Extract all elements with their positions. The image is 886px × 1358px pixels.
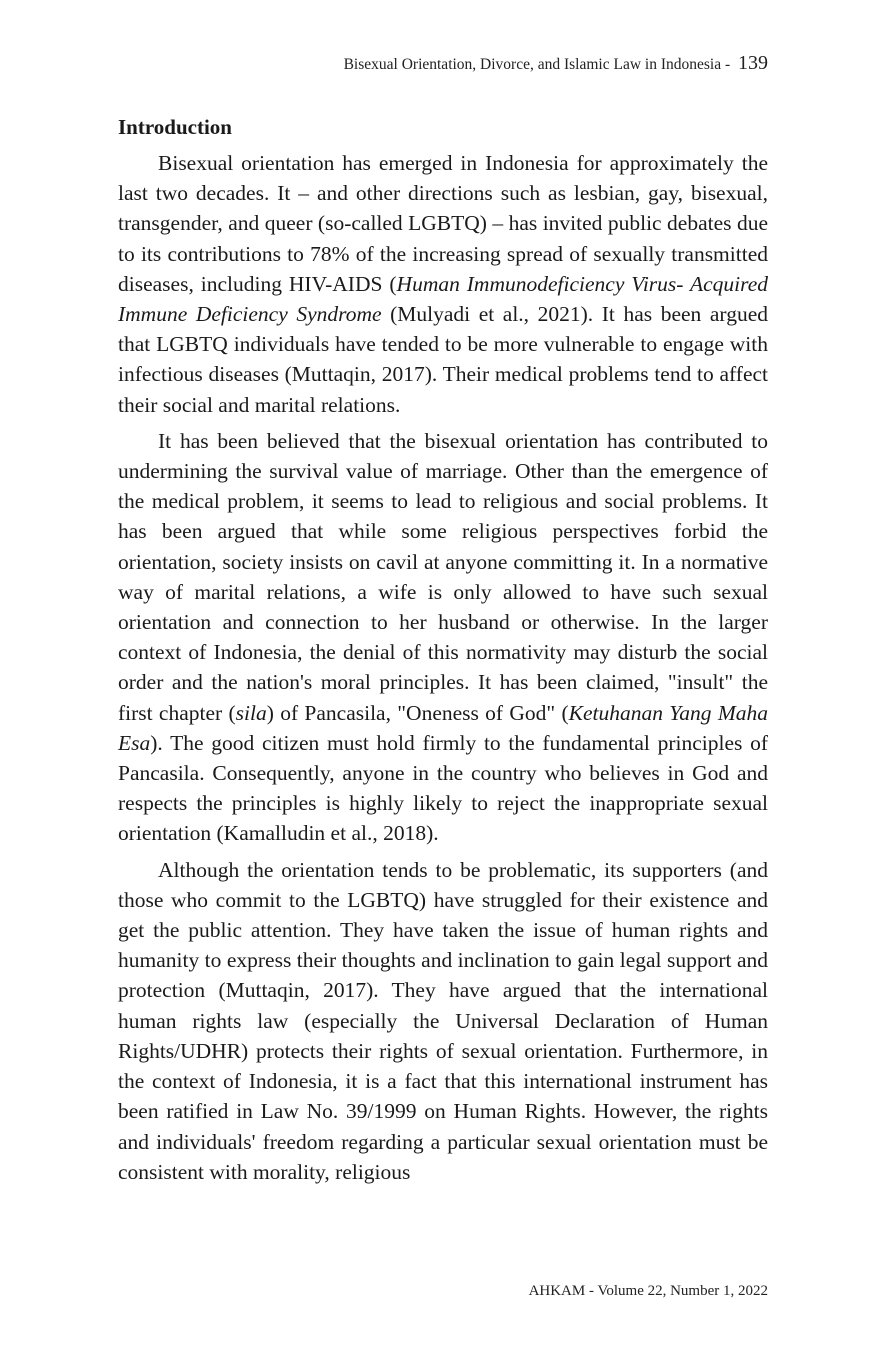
p2-text-a: It has been believed that the bisexual orientation has contributed to undermining the survival value of marriage. Other than the emergence of the medical problem, it seems to lead to religious and social problems. It has been argued that while some religious perspectives forbid the orientation, society insists on cavil at anyone committing it. In a normative way of marital relations, a wife is only allowed to have such sexual orientation and connection to her husband or otherwise. In the larger context of Indonesia, the denial of this normativity may disturb the social order and the nation's moral principles. It has been claimed, "insult" the first chapter ( — [118, 428, 768, 725]
p2-italic-ketuhanan: Ketuhanan Yang Maha Esa — [118, 700, 768, 755]
p3-text-a: Although the orientation tends to be problematic, its supporters (and those who commit to the LGBTQ) have struggled for their existence and get the public attention. They have taken the issue of human rights and humanity to express their thoughts and inclination to gain legal support and protection (Muttaqin, 2017). They have argued that the international human rights law (especially the Universal Declaration of Human Rights/UDHR) protects their rights of sexual orientation. Furthermore, in the context of Indonesia, it is a fact that this international instrument has been ratified in Law No. 39/1999 on Human Rights. However, the rights and individuals' freedom regarding a particular sexual orientation must be consistent with morality, religious — [118, 857, 768, 1184]
running-title: Bisexual Orientation, Divorce, and Islamic Law in Indonesia - — [343, 56, 731, 73]
p1-italic-term: Human Immunodeficiency Virus- Acquired Immune Deficiency Syndrome — [118, 271, 768, 327]
paragraph-1 — [118, 148, 768, 420]
paragraph-2 — [118, 426, 768, 849]
p1-text-c: (Mulyadi et al., 2021). It has been argued that LGBTQ individuals have tended to be more vulnerable to engage with infectious diseases (Muttaqin, 2017). Their medical problems tend to affect their social and marital relations. — [118, 302, 768, 417]
running-header — [344, 52, 768, 75]
journal-footer: AHKAM - Volume 22, Number 1, 2022 — [528, 1283, 768, 1299]
p2-text-c: ) of Pancasila, "Oneness of God" ( — [266, 700, 569, 725]
p2-italic-sila: sila — [235, 700, 267, 725]
p2-text-e: ). The good citizen must hold firmly to the fundamental principles of Pancasila. Consequently, anyone in the country who believes in God and respects the principles is highly likely to reject the inappropriate sexual orientation (Kamalludin et al., 2018). — [118, 730, 768, 846]
article-body — [118, 112, 768, 1193]
page-number: 139 — [738, 52, 768, 74]
paragraph-3 — [118, 855, 768, 1187]
section-heading: Introduction — [118, 115, 232, 139]
p1-text-a: Bisexual orientation has emerged in Indonesia for approximately the last two decades. It – and other directions such as lesbian, gay, bisexual, transgender, and queer (so-called LGBTQ) – has invited public debates due to its contributions to 78% of the increasing spread of sexually transmitted diseases, including HIV-AIDS ( — [118, 151, 768, 296]
